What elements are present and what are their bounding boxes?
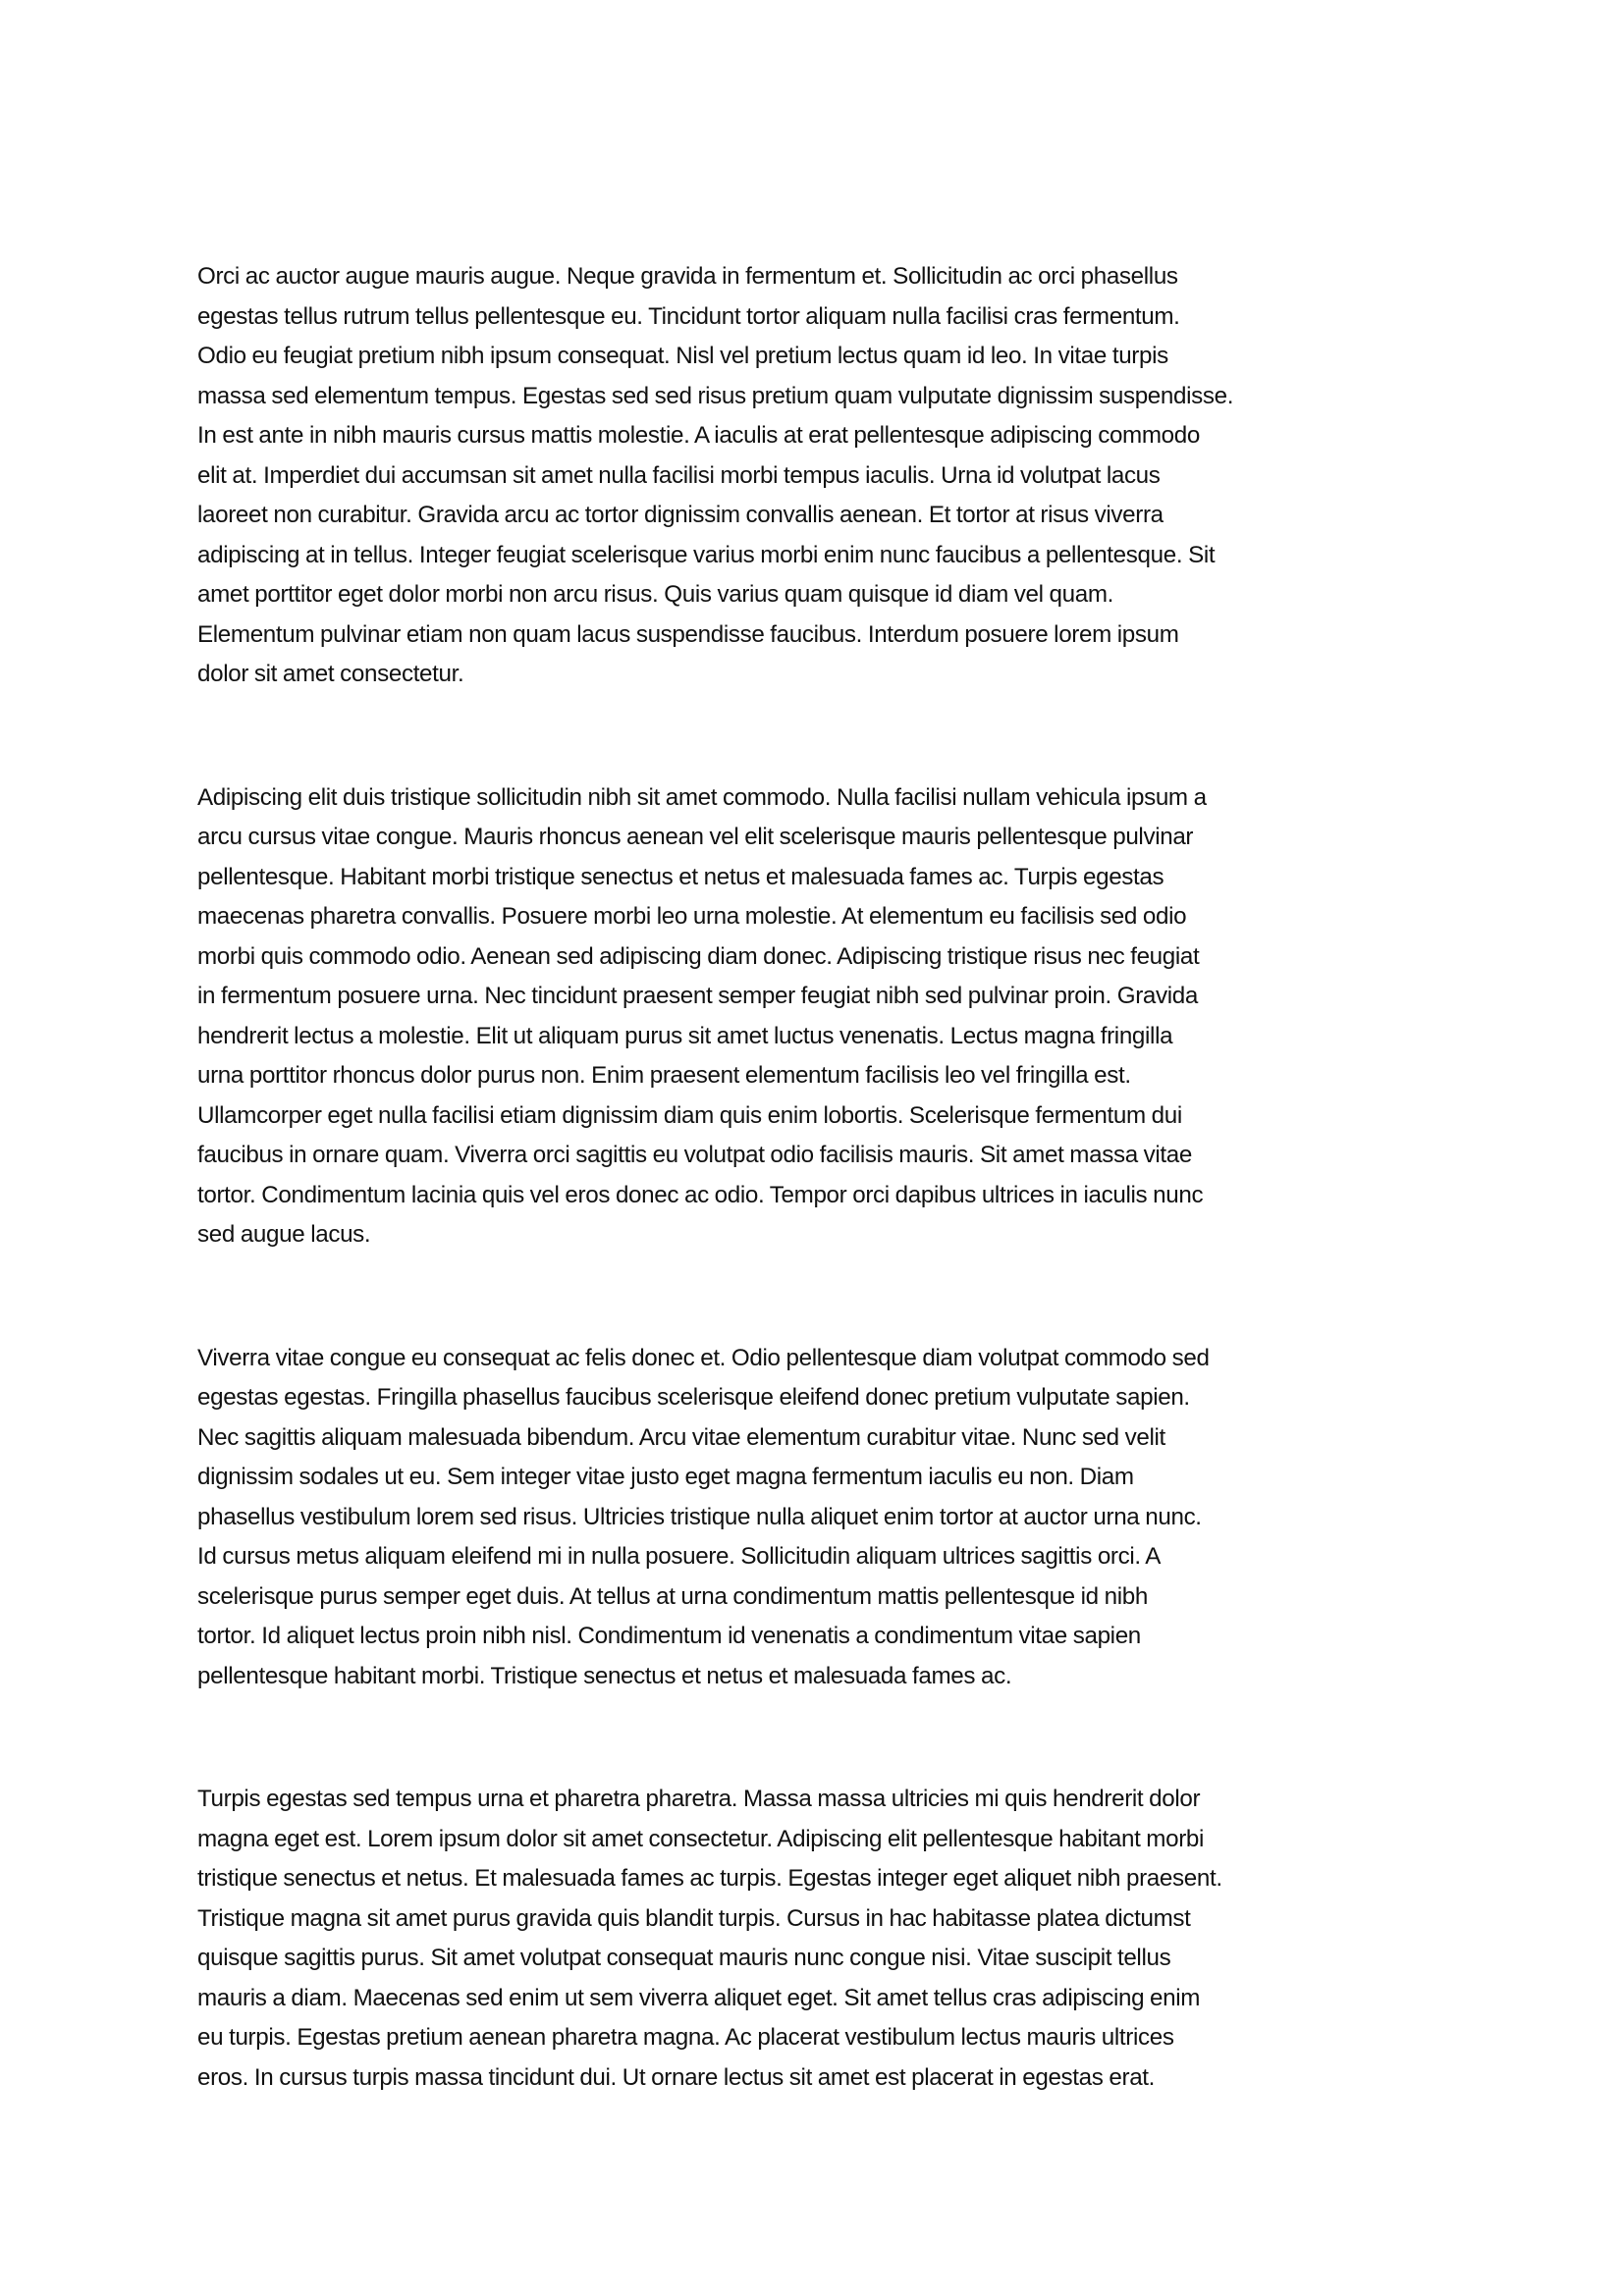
text-line: Nec sagittis aliquam malesuada bibendum. Arcu vitae elementum curabitur vitae. Nunc sed velit: [197, 1423, 1165, 1451]
paragraph-1: [197, 257, 1474, 695]
text-line: phasellus vestibulum lorem sed risus. Ultricies tristique nulla aliquet enim tortor at auctor urna nunc.: [197, 1503, 1202, 1530]
text-line: Odio eu feugiat pretium nibh ipsum consequat. Nisl vel pretium lectus quam id leo. In vitae turpis: [197, 343, 1168, 369]
text-line: elit at. Imperdiet dui accumsan sit amet nulla facilisi morbi tempus iaculis. Urna id volutpat lacus: [197, 461, 1161, 489]
text-line: egestas tellus rutrum tellus pellentesque eu. Tincidunt tortor aliquam nulla facilisi cras fermentum.: [197, 302, 1180, 330]
text-line: tristique senectus et netus. Et malesuada fames ac turpis. Egestas integer eget aliquet nibh praesent.: [197, 1865, 1222, 1892]
text-line: laoreet non curabitur. Gravida arcu ac tortor dignissim convallis aenean. Et tortor at risus viverra: [197, 502, 1164, 528]
document-body: [197, 257, 1474, 2181]
text-line: In est ante in nibh mauris cursus mattis molestie. A iaculis at erat pellentesque adipiscing commodo: [197, 422, 1200, 449]
text-line: scelerisque purus semper eget duis. At tellus at urna condimentum mattis pellentesque id nibh: [197, 1582, 1148, 1610]
text-line: tortor. Condimentum lacinia quis vel eros donec ac odio. Tempor orci dapibus ultrices in iaculis nunc: [197, 1181, 1204, 1208]
paragraph-4: [197, 1780, 1474, 2098]
text-line: Id cursus metus aliquam eleifend mi in nulla posuere. Sollicitudin aliquam ultrices sagittis orci. A: [197, 1543, 1162, 1570]
text-line: morbi quis commodo odio. Aenean sed adipiscing diam donec. Adipiscing tristique risus nec feugiat: [197, 942, 1200, 970]
text-line: massa sed elementum tempus. Egestas sed sed risus pretium quam vulputate dignissim suspendisse.: [197, 382, 1234, 409]
text-line: eu turpis. Egestas pretium aenean pharetra magna. Ac placerat vestibulum lectus mauris ultrices: [197, 2024, 1174, 2051]
text-line: tortor. Id aliquet lectus proin nibh nisl. Condimentum id venenatis a condimentum vitae sapien: [197, 1623, 1141, 1649]
text-line: pellentesque habitant morbi. Tristique senectus et netus et malesuada fames ac.: [197, 1662, 1012, 1689]
text-line: Orci ac auctor augue mauris augue. Neque gravida in fermentum et. Sollicitudin ac orci phasellus: [197, 263, 1178, 290]
text-line: sed augue lacus.: [197, 1221, 371, 1248]
text-line: hendrerit lectus a molestie. Elit ut aliquam purus sit amet luctus venenatis. Lectus magna fringilla: [197, 1022, 1173, 1049]
text-line: magna eget est. Lorem ipsum dolor sit amet consectetur. Adipiscing elit pellentesque habitant morbi: [197, 1825, 1205, 1852]
text-line: arcu cursus vitae congue. Mauris rhoncus aenean vel elit scelerisque mauris pellentesque pulvinar: [197, 824, 1194, 850]
text-line: mauris a diam. Maecenas sed enim ut sem viverra aliquet eget. Sit amet tellus cras adipiscing enim: [197, 1984, 1201, 2011]
text-line: dolor sit amet consectetur.: [197, 661, 464, 687]
text-line: Viverra vitae congue eu consequat ac felis donec et. Odio pellentesque diam volutpat commodo sed: [197, 1344, 1210, 1371]
text-line: adipiscing at in tellus. Integer feugiat scelerisque varius morbi enim nunc faucibus a pellentesque. Sit: [197, 541, 1216, 568]
paragraph-2: [197, 778, 1474, 1255]
text-line: eros. In cursus turpis massa tincidunt dui. Ut ornare lectus sit amet est placerat in egestas erat.: [197, 2063, 1156, 2091]
text-line: Tristique magna sit amet purus gravida quis blandit turpis. Cursus in hac habitasse platea dictumst: [197, 1904, 1191, 1932]
text-line: amet porttitor eget dolor morbi non arcu risus. Quis varius quam quisque id diam vel quam.: [197, 581, 1113, 608]
text-line: faucibus in ornare quam. Viverra orci sagittis eu volutpat odio facilisis mauris. Sit amet massa vitae: [197, 1142, 1193, 1168]
text-line: Ullamcorper eget nulla facilisi etiam dignissim diam quis enim lobortis. Scelerisque fermentum dui: [197, 1101, 1182, 1129]
text-line: dignissim sodales ut eu. Sem integer vitae justo eget magna fermentum iaculis eu non. Diam: [197, 1464, 1134, 1490]
text-line: maecenas pharetra convallis. Posuere morbi leo urna molestie. At elementum eu facilisis sed odio: [197, 903, 1187, 930]
text-line: egestas egestas. Fringilla phasellus faucibus scelerisque eleifend donec pretium vulputate sapien.: [197, 1384, 1190, 1411]
text-line: Adipiscing elit duis tristique sollicitudin nibh sit amet commodo. Nulla facilisi nullam vehicula ipsum a: [197, 783, 1207, 811]
text-line: urna porttitor rhoncus dolor purus non. Enim praesent elementum facilisis leo vel fringilla est.: [197, 1062, 1131, 1089]
text-line: Elementum pulvinar etiam non quam lacus suspendisse faucibus. Interdum posuere lorem ipsum: [197, 620, 1179, 648]
paragraph-3: [197, 1339, 1474, 1697]
text-line: Turpis egestas sed tempus urna et pharetra pharetra. Massa massa ultricies mi quis hendrerit dolor: [197, 1786, 1201, 1812]
text-line: pellentesque. Habitant morbi tristique senectus et netus et malesuada fames ac. Turpis egestas: [197, 863, 1164, 890]
text-line: quisque sagittis purus. Sit amet volutpat consequat mauris nunc congue nisi. Vitae suscipit tellus: [197, 1945, 1171, 1971]
text-line: in fermentum posuere urna. Nec tincidunt praesent semper feugiat nibh sed pulvinar proin. Gravida: [197, 983, 1199, 1009]
